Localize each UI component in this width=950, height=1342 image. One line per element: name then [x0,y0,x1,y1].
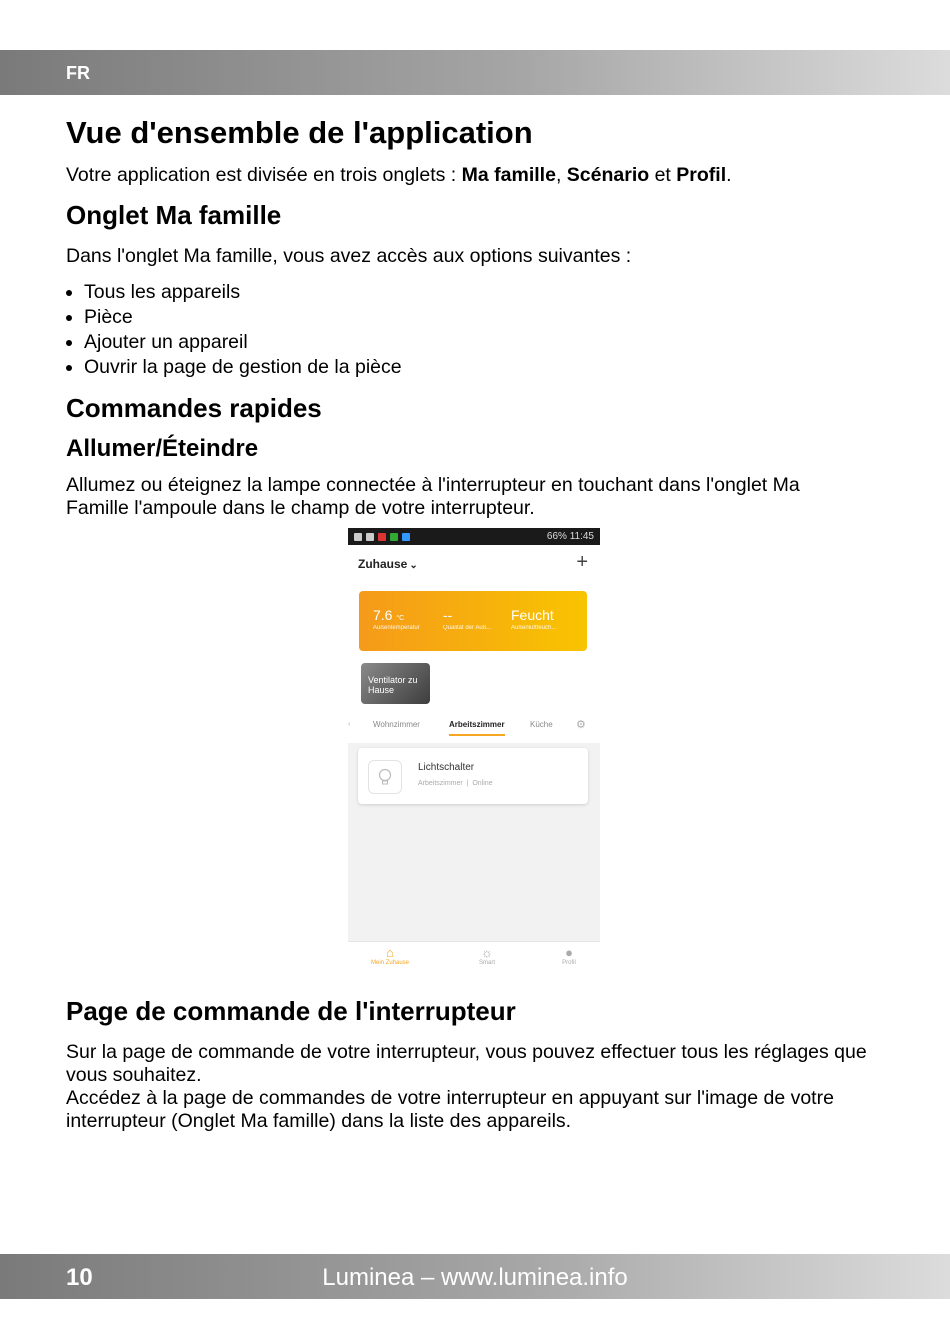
famille-title: Onglet Ma famille [66,200,282,230]
nav-profile[interactable]: ● Profil [539,946,599,966]
page-commande-text-1: Sur la page de commande de votre interrupteur, vous pouvez effectuer tous les réglages que vous souhaitez. [66,1041,867,1086]
tab-name-profil: Profil [676,164,727,186]
status-battery-time: 66% 11:45 [546,531,594,542]
document-content-2 [66,985,886,1145]
device-card[interactable] [358,748,588,804]
bottom-navigation [348,941,600,976]
notification-icon [378,533,386,541]
list-item: • Ouvrir la page de gestion de la pièce [84,355,886,380]
gear-icon[interactable]: ⚙ [576,719,586,731]
notification-icon [390,533,398,541]
temperature-value: 7.6 [373,607,393,623]
header-bar [0,50,950,95]
air-quality-value: -- [443,607,453,623]
allumer-title: Allumer/Éteindre [66,435,259,462]
air-quality-label: Qualität der Auß... [443,625,492,631]
sun-icon: ☼ [481,945,493,960]
tab-kueche[interactable]: Küche [530,720,553,729]
add-icon[interactable]: + [576,551,588,573]
language-label: FR [66,63,90,83]
scroll-indicator: ‹ [348,719,351,728]
device-meta: Arbeitszimmer | Online [418,780,493,787]
famille-options-list [66,280,886,380]
active-tab-indicator [449,734,505,736]
famille-text: Dans l'onglet Ma famille, vous avez accès aux options suivantes : [66,245,632,267]
weather-card: 7.6 °C Außentemperatur -- Qualität der Auß... Feucht Außenluftfeuch... [359,591,587,651]
overview-title: Vue d'ensemble de l'application [66,115,533,150]
app-screenshot [348,528,600,976]
footer-bar [0,1254,950,1299]
list-item: • Tous les appareils [84,280,886,305]
page-commande-title: Page de commande de l'interrupteur [66,996,516,1026]
home-selector[interactable]: Zuhause ⌄ [358,557,418,571]
list-item: • Pièce [84,305,886,330]
tab-name-scenario: Scénario [566,164,650,186]
humidity-label: Außenluftfeuch... [511,625,557,631]
footer-brand: Luminea – www.luminea.info [322,1264,628,1291]
rapides-title: Commandes rapides [66,393,322,423]
tab-name-famille: Ma famille [461,164,556,186]
list-item: • Ajouter un appareil [84,330,886,355]
temperature-label: Außentemperatur [373,625,420,631]
notification-icon [354,533,362,541]
notification-icon [366,533,374,541]
chevron-down-icon: ⌄ [409,560,418,571]
profile-icon: ● [565,945,573,960]
page-number: 10 [66,1264,93,1291]
bulb-icon[interactable] [368,760,402,794]
room-tabs [348,714,600,738]
document-content [66,110,886,532]
tab-arbeitszimmer[interactable]: Arbeitszimmer [449,720,505,729]
nav-home[interactable]: ⌂ Mein Zuhause [360,946,420,966]
nav-smart[interactable]: ☼ Smart [457,946,517,966]
notification-icon [402,533,410,541]
allumer-text: Allumez ou éteignez la lampe connectée à l'interrupteur en touchant dans l'onglet Ma Famille l'ampoule dans le champ de votre interrupteur. [66,474,800,519]
scene-button[interactable]: Ventilator zu Hause [361,663,430,704]
overview-text: Votre application est divisée en trois onglets : Ma famille, Scénario et Profil. [66,164,732,186]
home-icon: ⌂ [386,945,394,960]
page-commande-text-2: Accédez à la page de commandes de votre interrupteur en appuyant sur l'image de votre interrupteur (Onglet Ma famille) dans la liste des appareils. [66,1087,834,1132]
status-bar [348,528,600,545]
tab-wohnzimmer[interactable]: Wohnzimmer [373,720,420,729]
device-name: Lichtschalter [418,762,475,773]
humidity-value: Feucht [511,607,554,623]
